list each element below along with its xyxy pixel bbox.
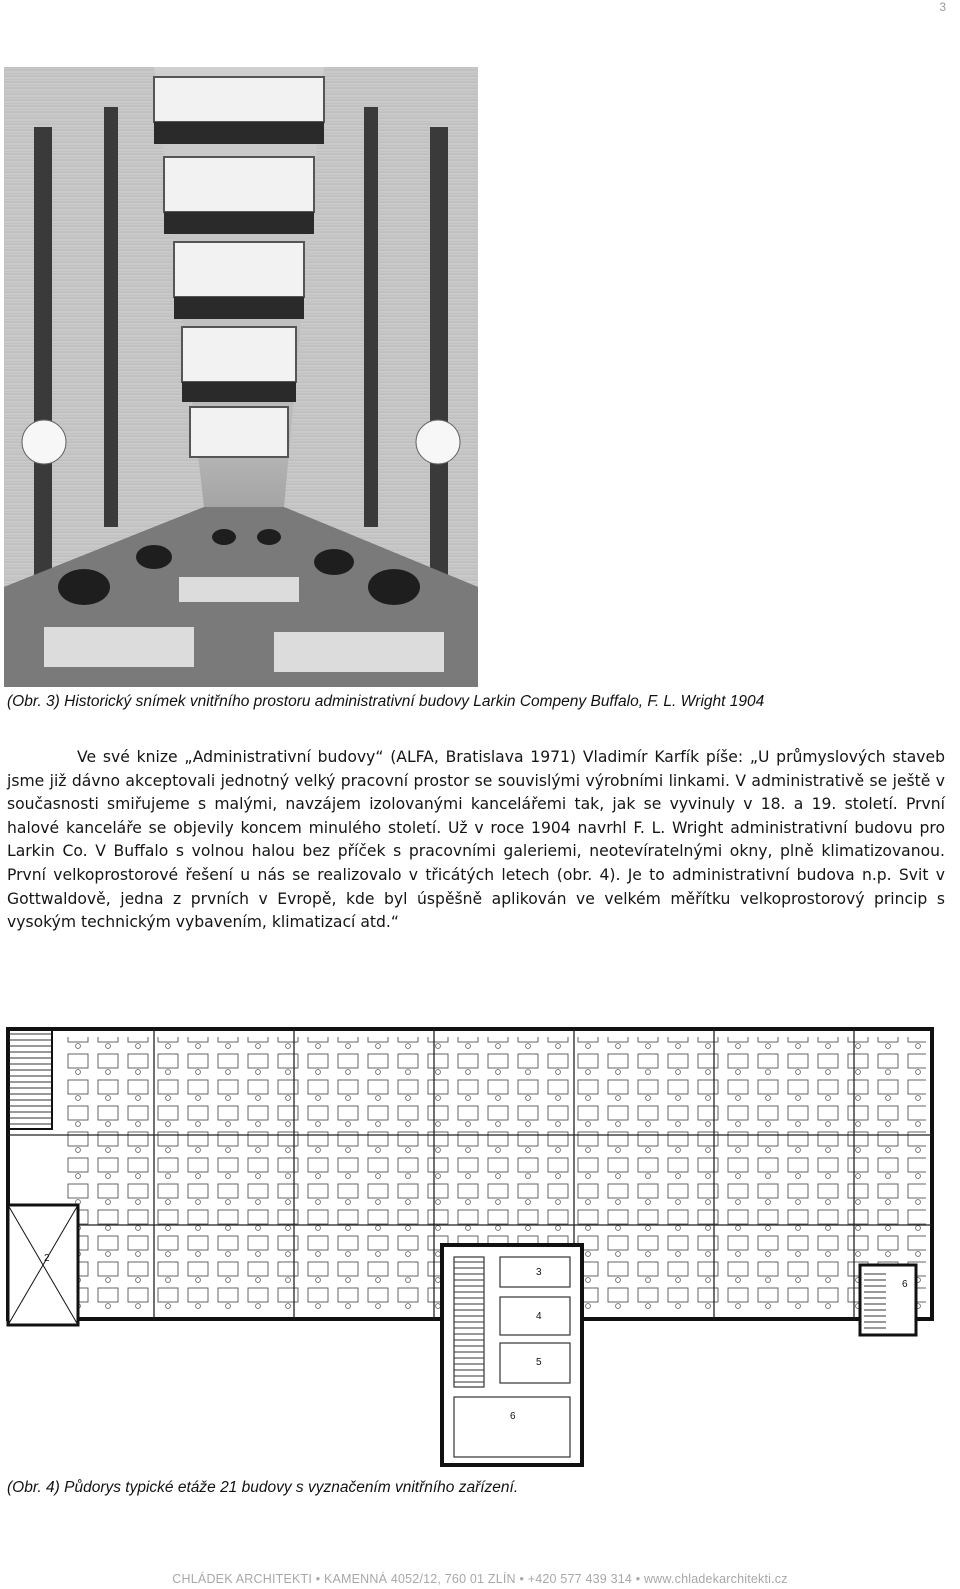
room-label-5: 5 [536, 1357, 542, 1368]
room-label-6-core: 6 [510, 1411, 516, 1422]
room-label-2: 2 [44, 1253, 50, 1264]
room-label-6-right: 6 [902, 1279, 908, 1290]
figure-2-caption: (Obr. 4) Půdorys typické etáže 21 budovy s vyznačením vnitřního zařízení. [7, 1479, 519, 1496]
figure-1-caption: (Obr. 3) Historický snímek vnitřního prostoru administrativní budovy Larkin Compeny Buffalo, F. L. Wright 1904 [7, 693, 765, 710]
page-footer: CHLÁDEK ARCHITEKTI • KAMENNÁ 4052/12, 760 01 ZLÍN • +420 577 439 314 • www.chladekarchitekti.cz [172, 1572, 788, 1586]
room-label-4: 4 [536, 1311, 542, 1322]
floor-plan [4, 1025, 940, 1467]
room-label-3: 3 [536, 1267, 542, 1278]
atrium-photo [4, 67, 478, 687]
body-paragraph: Ve své knize „Administrativní budovy“ (ALFA, Bratislava 1971) Vladimír Karfík píše: „U průmyslových staveb jsme již dávno akceptovali jednotný velký pracovní prostor se souvislými výrobními linkami. V administrativě se ještě v současnosti smiřujeme s malými, navzájem izolovanými kancelářemi tak, jak se vyvinuly v 18. a 19. století. První halové kanceláře se objevily koncem minulého století. Už v roce 1904 navrhl F. L. Wright administrativní budovu pro Larkin Co. V Buffalo s volnou halou bez příček s pracovními galeriemi, neotevíratelnými okny, plně klimatizovanou. První velkoprostorové řešení u nás se realizovalo v třicátých letech (obr. 4). Je to administrativní budova n.p. Svit v Gottwaldově, jedna z prvních v Evropě, kde byl úspěšně aplikován ve velkém měřítku velkoprostorový princip s vysokým technickým vybavením, klimatizací atd.“ [7, 748, 945, 932]
page-number: 3 [939, 0, 946, 14]
